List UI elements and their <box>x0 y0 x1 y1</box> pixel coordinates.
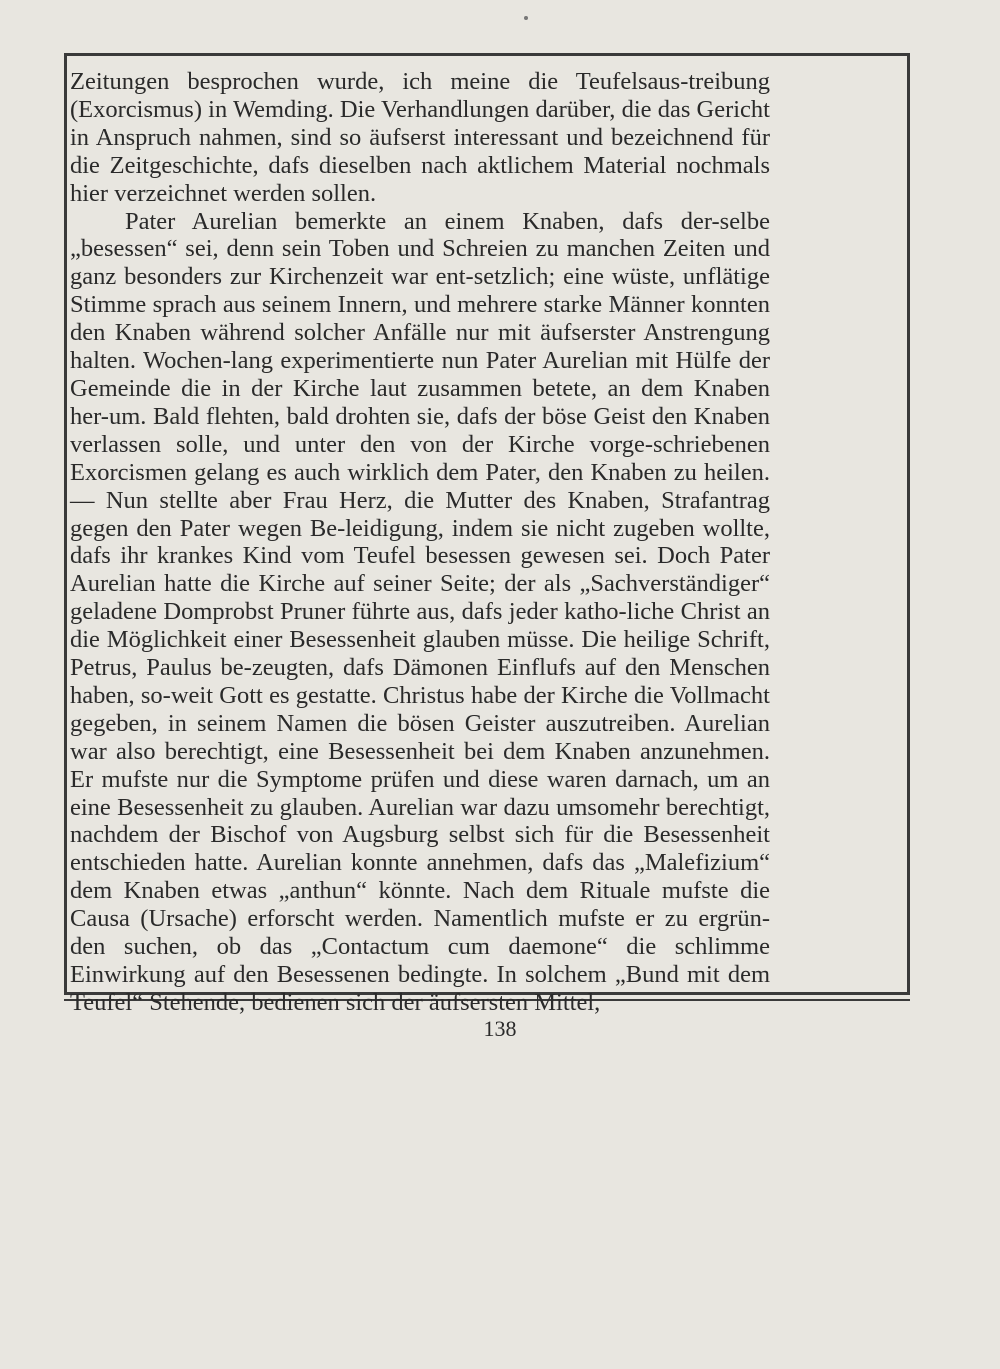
paragraph-1: Zeitungen besprochen wurde, ich meine die Teufelsaus-treibung (Exorcismus) in Wemding. Die Verhandlungen darüber, die das Gericht in Anspruch nahmen, sind so äufserst interessant und bezeichnend für die Zeitgeschichte, dafs dieselben nach aktlichem Material nochmals hier verzeichnet werden sollen. <box>70 68 770 207</box>
paragraph-2: Pater Aurelian bemerkte an einem Knaben, dafs der-selbe „besessen“ sei, denn sein Toben und Schreien zu manchen Zeiten und ganz besonders zur Kirchenzeit war ent-setzlich; eine wüste, unflätige Stimme sprach aus seinem Innern, und mehrere starke Männer konnten den Knaben während solcher Anfälle nur mit äufserster Anstrengung halten. Wochen-lang experimentierte nun Pater Aurelian mit Hülfe der Gemeinde die in der Kirche laut zusammen betete, an dem Knaben her-um. Bald flehten, bald drohten sie, dafs der böse Geist den Knaben verlassen solle, und unter den von der Kirche vorge-schriebenen Exorcismen gelang es auch wirklich dem Pater, den Knaben zu heilen. — Nun stellte aber Frau Herz, die Mutter des Knaben, Strafantrag gegen den Pater wegen Be-leidigung, indem sie nicht zugeben wollte, dafs ihr krankes Kind vom Teufel besessen gewesen sei. Doch Pater Aurelian hatte die Kirche auf seiner Seite; der als „Sachverständiger“ geladene Domprobst Pruner führte aus, dafs jeder katho-liche Christ an die Möglichkeit einer Besessenheit glauben müsse. Die heilige Schrift, Petrus, Paulus be-zeugten, dafs Dämonen Einflufs auf den Menschen haben, so-weit Gott es gestatte. Christus habe der Kirche die Vollmacht gegeben, in seinem Namen die bösen Geister auszutreiben. Aurelian war also berechtigt, eine Besessenheit bei dem Knaben anzunehmen. Er mufste nur die Symptome prüfen und diese waren darnach, um an eine Besessenheit zu glauben. Aurelian war dazu umsomehr berechtigt, nachdem der Bischof von Augsburg selbst sich für die Besessenheit entschieden hatte. Aurelian konnte annehmen, dafs das „Malefizium“ dem Knaben etwas „anthun“ könnte. Nach dem Rituale mufste die Causa (Ursache) erforscht werden. Namentlich mufste er zu ergrün-den suchen, ob das „Contactum cum daemone“ die schlimme Einwirkung auf den Besessenen bedingte. In solchem „Bund mit dem Teufel“ Stehende, bedienen sich der äufsersten Mittel, <box>70 207 770 1016</box>
body-text <box>70 68 770 1017</box>
page-number: 138 <box>483 1016 517 1041</box>
page-speck <box>524 16 528 20</box>
